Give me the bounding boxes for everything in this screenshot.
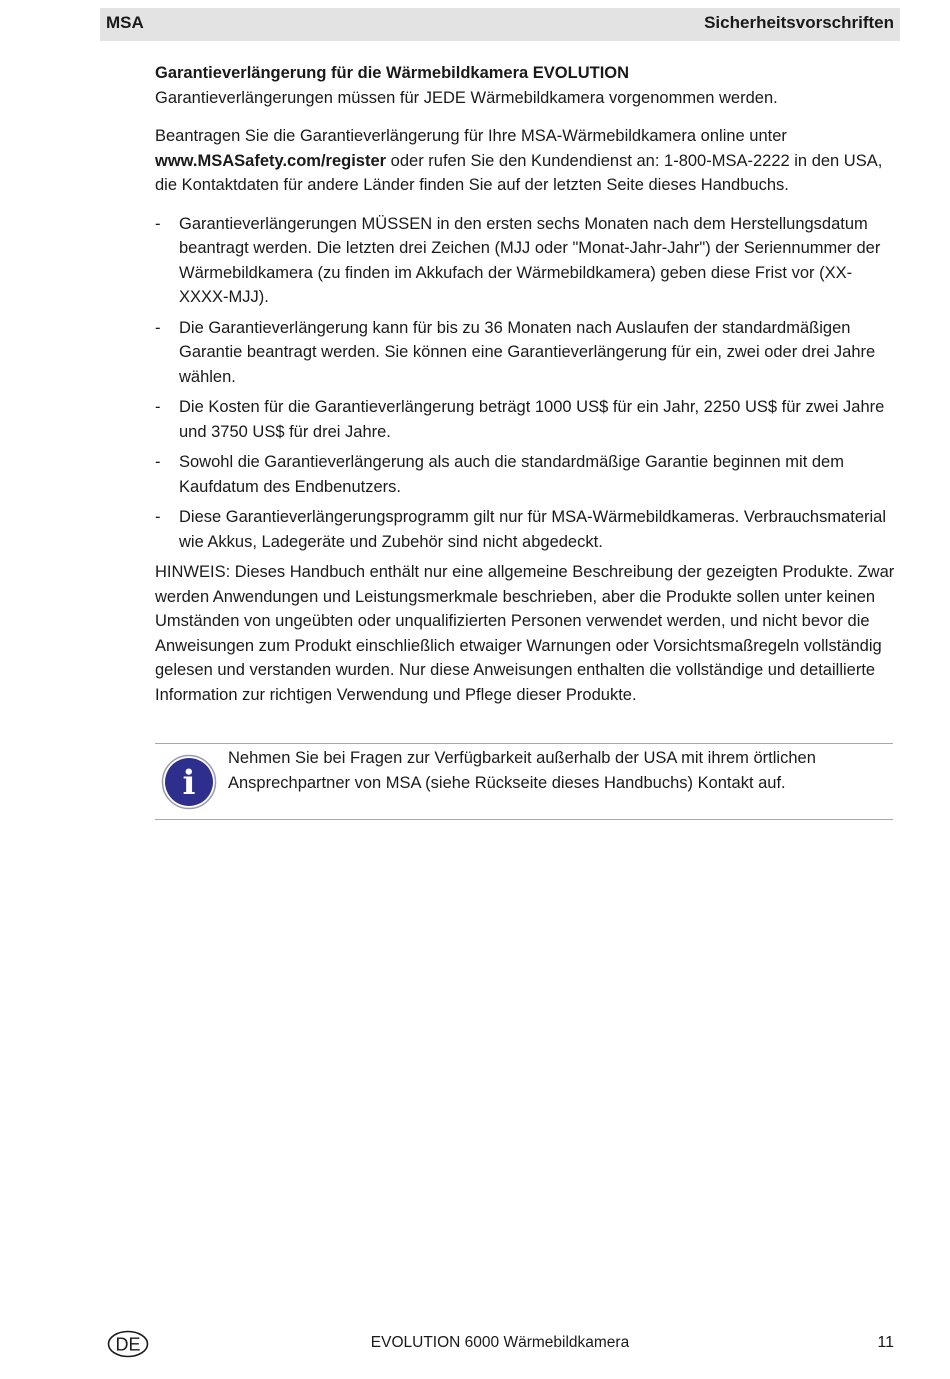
bullet-dash: - [155,453,161,471]
page-number: 11 [877,1334,894,1351]
register-link[interactable]: www.MSASafety.com/register [155,151,387,170]
bullet-dash: - [155,318,161,337]
apply-text-after: oder rufen Sie den Kundendienst an: 1-800-MSA-2222 in den USA, die Kontaktdaten für andere Länder finden Sie auf der letzten Seite dieses Handbuchs. [155,151,883,194]
warranty-conditions-list [155,212,895,555]
language-code: DE [115,1334,141,1355]
page-header [100,8,900,41]
list-item [155,505,895,554]
info-icon-glyph: i [182,763,196,803]
list-item-text: Garantieverlängerungen MÜSSEN in den ersten sechs Monaten nach dem Herstellungsdatum beantragt werden. Die letzten drei Zeichen (MJJ oder "Monat-Jahr-Jahr") der Seriennummer der Wärmebildkamera (zu finden im Akkufach der Wärmebildkamera) geben diese Frist vor (XX-XXXX-MJJ). [179,214,881,306]
list-item-text: Sowohl die Garantieverlängerung als auch die standardmäßige Garantie beginnen mit dem Kaufdatum des Endbenutzers. [179,453,844,496]
info-box [155,743,893,820]
bullet-dash: - [155,398,161,416]
list-item-text: Die Garantieverlängerung kann für bis zu 36 Monaten nach Auslaufen der standardmäßigen Garantie beantragt werden. Sie können eine Garantieverlängerung für ein, zwei oder drei Jahre wählen. [179,318,876,386]
info-text: Nehmen Sie bei Fragen zur Verfügbarkeit außerhalb der USA mit ihrem örtlichen Ansprechpartner von MSA (siehe Rückseite dieses Handbuchs) Kontakt auf. [228,749,816,792]
bullet-dash: - [155,508,161,526]
list-item-text: Diese Garantieverlängerungsprogramm gilt nur für MSA-Wärmebildkameras. Verbrauchsmaterial wie Akkus, Ladegeräte und Zubehör sind nicht abgedeckt. [179,508,887,551]
list-item [155,212,895,310]
notice-paragraph: HINWEIS: Dieses Handbuch enthält nur eine allgemeine Beschreibung der gezeigten Produkte. Zwar werden Anwendungen und Leistungsmerkmale beschrieben, aber die Produkte sollen unter keinen Umständen von ungeübten oder unqualifizierten Personen verwendet werden, und nicht bevor die Anweisungen zum Produkt einschließlich etwaiger Warnungen oder Vorsichtsmaßregeln vollständig gelesen und verstanden wurden. Nur diese Anweisungen enthalten die vollständige und detaillierte Information zur richtigen Verwendung und Pflege dieser Produkte. [155,563,895,704]
list-item [155,316,895,390]
list-item [155,450,895,499]
list-item [155,395,895,444]
bullet-dash: - [155,214,161,233]
header-section-title: Sicherheitsvorschriften [704,13,894,32]
intro-paragraph: Garantieverlängerungen müssen für JEDE Wärmebildkamera vorgenommen werden. [155,88,778,107]
list-item-text: Die Kosten für die Garantieverlängerung beträgt 1000 US$ für ein Jahr, 2250 US$ für zwei Jahre und 3750 US$ für drei Jahre. [179,398,885,441]
section-heading: Garantieverlängerung für die Wärmebildkamera EVOLUTION [155,64,630,82]
apply-paragraph [155,124,895,198]
header-brand: MSA [106,13,144,32]
apply-text-before: Beantragen Sie die Garantieverlängerung für Ihre MSA-Wärmebildkamera online unter [155,127,787,145]
main-content [155,61,895,707]
footer-product-title: EVOLUTION 6000 Wärmebildkamera [370,1334,630,1351]
info-icon [161,754,217,810]
